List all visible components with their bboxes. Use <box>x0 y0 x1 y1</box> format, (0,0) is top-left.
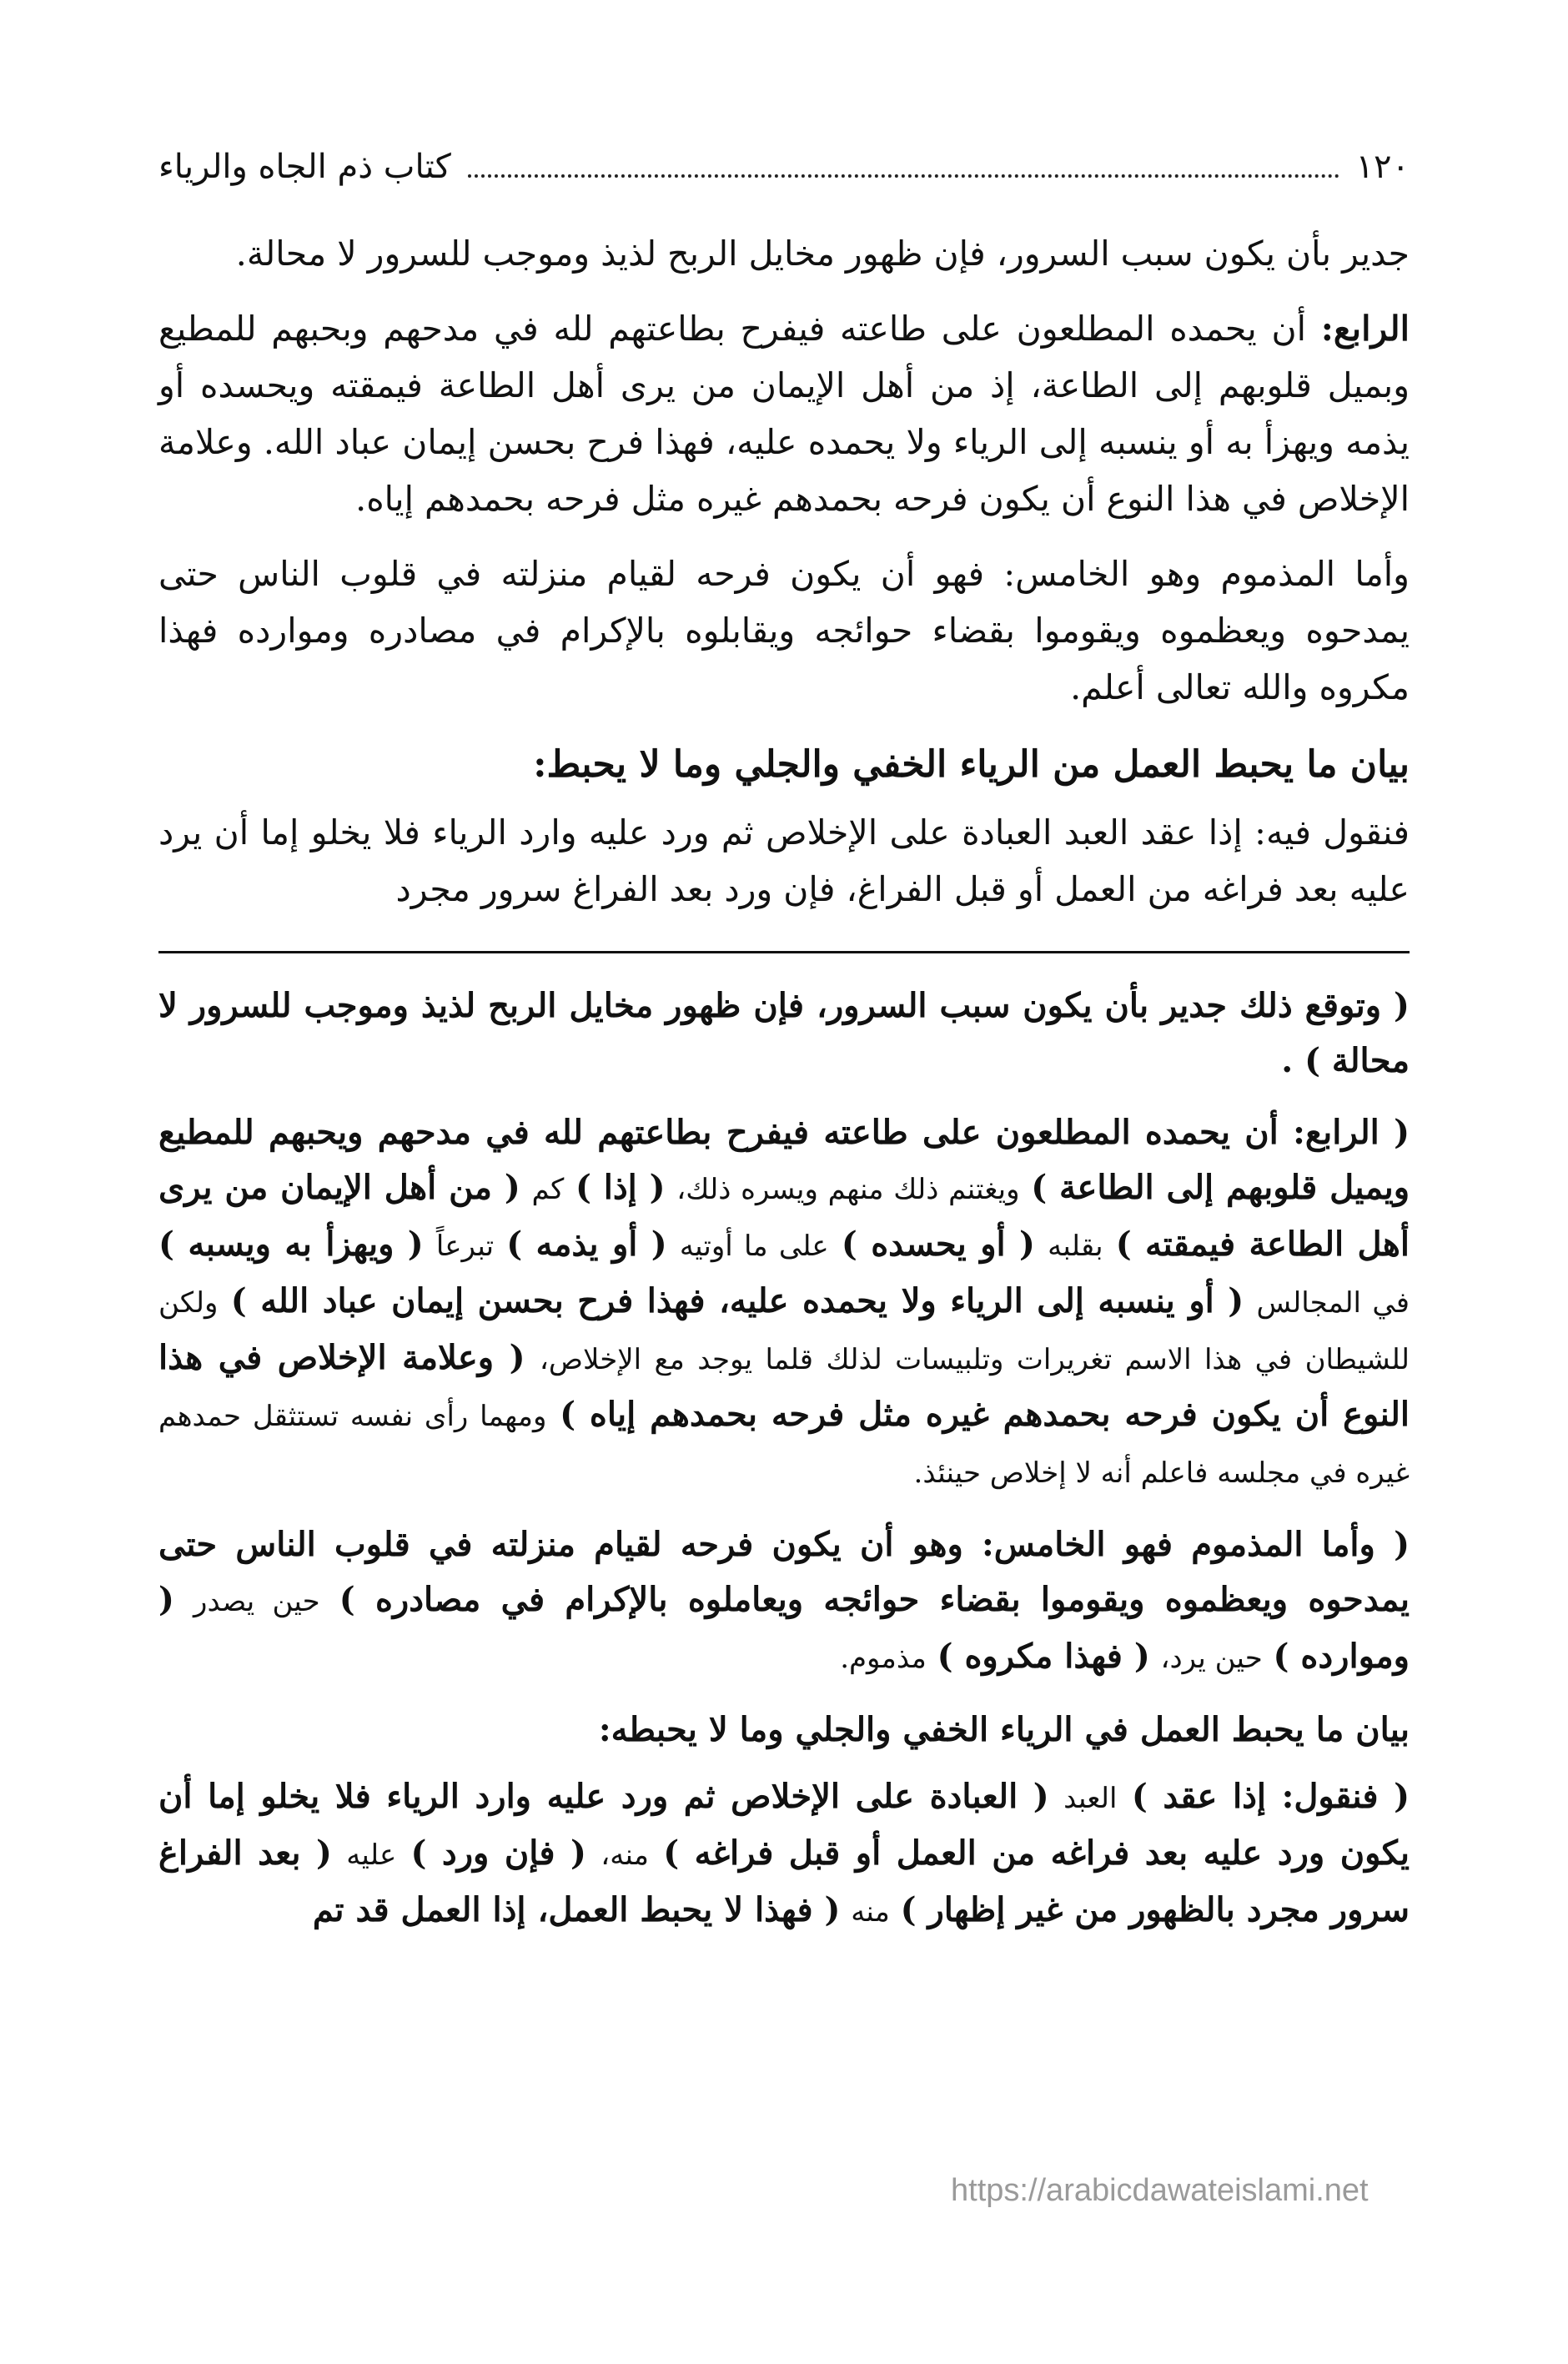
commentary-quote: ( بعد الفراغ سرور مجرد بالظهور من غير إظهار ) <box>158 1833 1410 1929</box>
footnote-divider <box>158 951 1410 953</box>
commentary-quote: ( وتوقع ذلك جدير بأن يكون سبب السرور، فإن ظهور مخايل الربح لذيذ وموجب للسرور لا محالة ) . <box>158 986 1410 1080</box>
page-number: ١٢٠ <box>1355 148 1410 186</box>
commentary-quote: ( ويهزأ به ويسبه ) <box>158 1225 424 1264</box>
commentary-gloss: منه <box>851 1895 890 1929</box>
commentary-quote: ( وعلامة الإخلاص في هذا النوع أن يكون فرحه بحمدهم غيره مثل فرحه بحمدهم إياه ) <box>158 1338 1410 1434</box>
commentary-quote: ( وموارده ) <box>158 1580 1410 1676</box>
commentary-gloss: منه، <box>601 1838 649 1872</box>
commentary-gloss: حين يرد، <box>1160 1642 1263 1675</box>
commentary-paragraph-1 <box>158 978 1410 1089</box>
commentary-quote: ( فنقول: إذا عقد ) <box>1131 1777 1410 1816</box>
commentary-quote: ( أو ينسبه إلى الرياء ولا يحمده عليه، فهذا فرح بحسن إيمان عباد الله ) <box>230 1281 1244 1320</box>
commentary-gloss: كم <box>531 1173 565 1206</box>
main-paragraph-4: فنقول فيه: إذا عقد العبد العبادة على الإخلاص ثم ورد عليه وارد الرياء فلا يخلو إما أن يرد عليه بعد فراغه من العمل أو قبل الفراغ، فإن ورد بعد الفراغ سرور مجرد <box>158 812 1410 909</box>
section-heading: بيان ما يحبط العمل من الرياء الخفي والجلي وما لا يحبط: <box>533 743 1410 786</box>
commentary-gloss: مذموم. <box>840 1642 927 1675</box>
commentary-quote: ( أو يحسده ) <box>841 1225 1035 1264</box>
commentary-gloss: حين يصدر <box>193 1585 320 1618</box>
commentary-section <box>158 978 1410 1939</box>
commentary-quote: ( وأما المذموم فهو الخامس: وهو أن يكون فرحه لقيام منزلته في قلوب الناس حتى يمدحوه ويعظموه ويقوموا بقضاء حوائجه ويعاملوه بالإكرام في مصادره ) <box>158 1525 1410 1619</box>
commentary-quote: ( فهذا مكروه ) <box>937 1637 1150 1676</box>
commentary-quote: ( أو يذمه ) <box>506 1225 667 1264</box>
book-title: كتاب ذم الجاه والرياء <box>158 148 451 186</box>
watermark-url: https://arabicdawateislami.net <box>951 2173 1369 2208</box>
commentary-quote: ( فإن ورد ) <box>410 1833 586 1873</box>
commentary-quote: ( العبادة على الإخلاص ثم ورد عليه وارد الرياء فلا يخلو إما أن يكون ورد عليه بعد فراغه من العمل أو قبل فراغه ) <box>158 1777 1410 1873</box>
commentary-heading: بيان ما يحبط العمل في الرياء الخفي والجلي وما لا يحبطه: <box>598 1710 1410 1749</box>
commentary-gloss: عليه <box>346 1838 397 1872</box>
commentary-gloss: بقلبه <box>1048 1230 1103 1263</box>
running-header <box>158 142 1410 192</box>
commentary-paragraph-4 <box>158 1769 1410 1939</box>
main-paragraph-1: جدير بأن يكون سبب السرور، فإن ظهور مخايل الربح لذيذ وموجب للسرور لا محالة. <box>235 234 1410 274</box>
commentary-gloss: في المجالس <box>1256 1286 1410 1320</box>
paragraph-lead: الرابع: <box>1320 309 1410 349</box>
commentary-gloss: على ما أوتيه <box>679 1230 829 1263</box>
book-page <box>158 142 1410 2311</box>
main-text <box>158 225 1410 918</box>
commentary-gloss: ومهما رأى نفسه تستثقل حمدهم غيره في مجلسه فاعلم أنه لا إخلاص حينئذ. <box>158 1400 1410 1490</box>
commentary-paragraph-3 <box>158 1517 1410 1686</box>
commentary-gloss: ويغتنم ذلك منهم ويسره ذلك، <box>676 1173 1020 1206</box>
commentary-gloss: العبد <box>1063 1782 1118 1815</box>
commentary-quote: ( فهذا لا يحبط العمل، إذا العمل قد تم <box>312 1890 841 1929</box>
commentary-quote: ( من أهل الإيمان من يرى أهل الطاعة فيمقته ) <box>158 1168 1410 1264</box>
commentary-gloss: ولكن للشيطان في هذا الاسم تغريرات وتلبيسات لذلك قلما يوجد مع الإخلاص، <box>158 1286 1410 1376</box>
commentary-quote: ( الرابع: أن يحمده المطلعون على طاعته فيفرح بطاعتهم لله في مدحهم ويحبهم للمطيع ويميل قلوبهم إلى الطاعة ) <box>158 1113 1410 1207</box>
commentary-quote: ( إذا ) <box>575 1168 666 1207</box>
commentary-gloss: تبرعاً <box>435 1230 495 1263</box>
main-paragraph-3: وأما المذموم وهو الخامس: فهو أن يكون فرحه لقيام منزلته في قلوب الناس حتى يمدحوه ويعظموه ويقوموا بقضاء حوائجه ويقابلوه بالإكرام في مصادره وموارده فهذا مكروه والله تعالى أعلم. <box>158 554 1410 707</box>
commentary-paragraph-2 <box>158 1105 1410 1501</box>
main-paragraph-2 <box>158 300 1410 527</box>
paragraph-text: أن يحمده المطلعون على طاعته فيفرح بطاعتهم لله في مدحهم وبحبهم للمطيع وبميل قلوبهم إلى الطاعة، إذ من أهل الإيمان من يرى أهل الطاعة فيمقته ويحسده أو يذمه ويهزأ به أو ينسبه إلى الرياء ولا يحمده عليه، فهذا فرح بحسن إيمان عباد الله. وعلامة الإخلاص في هذا النوع أن يكون فرحه بحمدهم غيره مثل فرحه بحمدهم إياه. <box>158 309 1410 519</box>
header-dot-leader <box>468 174 1339 178</box>
